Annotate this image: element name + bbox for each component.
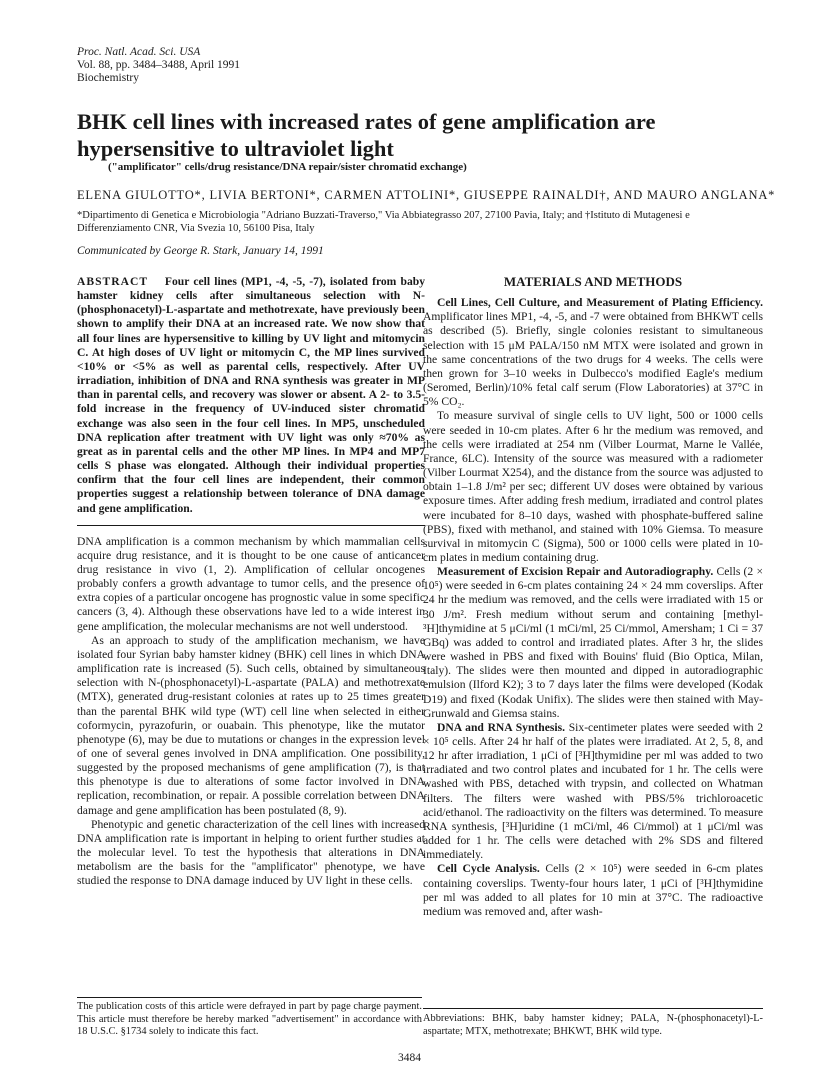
methods-paragraph-3-text: Cells (2 × 10⁵) were seeded in 6-cm plates containing 24 × 24 mm coverslips. After 24 hr the medium was removed, and the cells were irradiated with 15 or 30 J/m². Fresh medium without serum and containing [methyl-³H]thymidine at 5 μCi/ml (1 mCi/ml, 25 Ci/mmol, Amersham; 1 Ci = 37 GBq) was added to control and irradiated plates. After 3 hr, the slides were washed in PBS and fixed with Bouins' fluid (Bio Optica, Milan, Italy). The slides were then mounted and dipped in autoradiographic emulsion (Ilford K2); 3 to 7 days later the films were developed (Kodak D19) and fixed (Kodak Unifix). The slides were then stained with May-Grunwald and Giemsa stains. [423,565,763,720]
journal-header [77,46,240,85]
right-column [423,275,763,919]
methods-paragraph-3 [423,565,763,721]
methods-paragraph-4-text: Six-centimeter plates were seeded with 2 × 10⁵ cells. After 24 hr half of the plates were irradiated. At 2, 5, 8, and 12 hr after irradiation, 1 μCi of [³H]thymidine per ml was added to two irradiated and two control plates and incubated for 1 hr. The cells were washed with PBS, detached with trypsin, and collected on Whatman filters. The filters were washed with PBS/5% trichloroacetic acid/ethanol. The radioactivity on the filters was determined. To measure RNA synthesis, [³H]uridine (1 mCi/ml, 46 Ci/mmol) at 1 μCi/ml was added for 1 hr. The cells were detached with 2% SDS and filtered immediately. [423,720,763,862]
methods-paragraph-1-text: Amplificator lines MP1, -4, -5, and -7 were obtained from BHKWT cells as described (5). Briefly, single colonies resistant to simultaneous selection with 15 μM PALA/150 nM MTX were isolated and grown in the same concentrations of the two drugs for 4 weeks. The cells were then grown for 3–10 weeks in Dulbecco's modified Eagle's medium (Seromed, Berlin)/10% fetal calf serum (Flow Laboratories) at 37°C in 5% CO₂. [423,310,763,409]
methods-paragraph-1 [423,296,763,409]
abbreviations-footnote: Abbreviations: BHK, baby hamster kidney; PALA, N-(phosphonacetyl)-L-aspartate; MTX, methotrexate; BHKWT, BHK wild type. [423,1013,763,1037]
intro-paragraph-1: DNA amplification is a common mechanism by which mammalian cells acquire drug resistance, and it is thought to be one cause of anticancer drug resistance in vivo (1, 2). Amplification of cellular oncogenes probably confers a growth advantage to tumor cells, and the presence of extra copies of a particular oncogene has prognostic value in some specific cancers (3, 4). Although these observations have led to a wide interest in gene amplification, the molecular mechanisms are not well understood. [77,534,425,633]
abstract-label: ABSTRACT [77,275,149,288]
intro-paragraph-3: Phenotypic and genetic characterization of the cell lines with increased DNA amplification rate is important in helping to orient further studies at the molecular level. To test the hypothesis that alterations in DNA metabolism are the basis for the "amplificator" phenotype, we have studied the response to DNA damage induced by UV light in these cells. [77,817,425,888]
footnote-divider-left [77,997,422,998]
abstract [77,275,425,516]
page-number: 3484 [398,1052,421,1064]
run-in-heading-dna-rna-synthesis: DNA and RNA Synthesis. [437,720,566,734]
run-in-heading-excision-repair: Measurement of Excision Repair and Autoradiography. [437,565,714,579]
journal-section: Biochemistry [77,72,139,84]
methods-paragraph-5 [423,862,763,919]
abstract-text: Four cell lines (MP1, -4, -5, -7), isolated from baby hamster kidney cells after simultaneous selection with N-(phosphonacetyl)-L-aspartate and methotrexate, have previously been shown to amplify their DNA at an increased rate. We now show that all four lines are hypersensitive to killing by UV light and mitomycin C. At high doses of UV light or mitomycin C, the MP lines survived <10% or <5% as well as parental cells, respectively. After UV irradiation, inhibition of DNA and RNA synthesis was greater in MP than in parental cells, and recovery was slower or absent. A 2- to 3.5-fold increase in the frequency of UV-induced sister chromatid exchange was also seen in the four cell lines. In MP5, unscheduled DNA replication after treatment with UV light was only ≈70% as great as in parental cells and the other MP lines. In MP4 and MP7 cells S phase was elongated. Although their individual properties confirm that the four cell lines are independent, their common properties suggest a relationship between tolerance of DNA damage and gene amplification. [77,275,426,515]
publication-cost-footnote: The publication costs of this article were defrayed in part by page charge payment. This article must therefore be hereby marked "advertisement" in accordance with 18 U.S.C. §1734 solely to indicate this fact. [77,1001,422,1038]
author-list: ELENA GIULOTTO*, LIVIA BERTONI*, CARMEN ATTOLINI*, GIUSEPPE RAINALDI†, AND MAURO ANGLANA* [77,188,776,202]
methods-paragraph-4 [423,721,763,863]
paper-title: BHK cell lines with increased rates of gene amplification are hypersensitive to ultraviolet light [77,109,656,161]
methods-paragraph-5-text: Cells (2 × 10⁵) were seeded in 6-cm plates containing coverslips. Twenty-four hours later, 1 μCi of [³H]thymidine per ml was added to all plates for 10 min at 37°C. The radioactive medium was removed and, after wash- [423,862,763,918]
section-heading-methods: MATERIALS AND METHODS [503,274,683,289]
affiliations: *Dipartimento di Genetica e Microbiologia "Adriano Buzzati-Traverso," Via Abbiategrasso 207, 27100 Pavia, Italy; and †Istituto di Mutagenesi e Differenziamento CNR, Via Svezia 10, 56100 Pisa, Italy [77,210,690,234]
left-column [77,275,425,889]
abstract-divider [77,525,425,526]
methods-paragraph-2: To measure survival of single cells to UV light, 500 or 1000 cells were seeded in 10-cm plates. After 6 hr the medium was removed, and the cells were irradiated at 254 nm (Vilber Lourmat, Marne le Vallée, France, 6LC). Intensity of the source was measured with a radiometer (Vilber Lourmat X254), and the distance from the source was adjusted to obtain 1–1.8 J/m² per sec; different UV doses were obtained by various exposure times. After adding fresh medium, irradiated and control plates were incubated for 8–10 days, washed with phosphate-buffered saline (PBS), fixed with methanol, and stained with 10% Giemsa. To measure survival in mitomycin C (Sigma), 500 or 1000 cells were plated in 10-cm plates in medium containing drug. [423,409,763,564]
footnote-divider-right [423,1008,763,1009]
run-in-heading-cell-cycle: Cell Cycle Analysis. [437,862,540,876]
communicated-by: Communicated by George R. Stark, January 14, 1991 [77,245,324,257]
run-in-heading-cell-lines: Cell Lines, Cell Culture, and Measurement of Plating Efficiency. [437,296,763,310]
keywords: ("amplificator" cells/drug resistance/DNA repair/sister chromatid exchange) [108,161,467,173]
intro-paragraph-2: As an approach to study of the amplification mechanism, we have isolated four Syrian baby hamster kidney (BHK) cell lines in which DNA amplification rate is increased (5). Such cells, obtained by simultaneous selection with N-(phosphonacetyl)-L-aspartate (PALA) and methotrexate (MTX), generated drug-resistant colonies at rates up to 25 times greater than the parental BHK wild type (WT) cell line when selected in either coformycin, pyrazofurin, or ouabain. This phenotype, like the mutator phenotype (6), may be due to mutations or changes in the expression level of one of several genes involved in DNA amplification. One possibility, suggested by the proposed mechanisms of gene amplification (7), is that this phenotype is due to alterations of some factor involved in DNA replication, recombination, or repair. A possible correlation between DNA damage and gene amplification has been postulated (8, 9). [77,633,425,817]
journal-volume: Vol. 88, pp. 3484–3488, April 1991 [77,59,241,71]
journal-name: Proc. Natl. Acad. Sci. USA [77,46,201,58]
